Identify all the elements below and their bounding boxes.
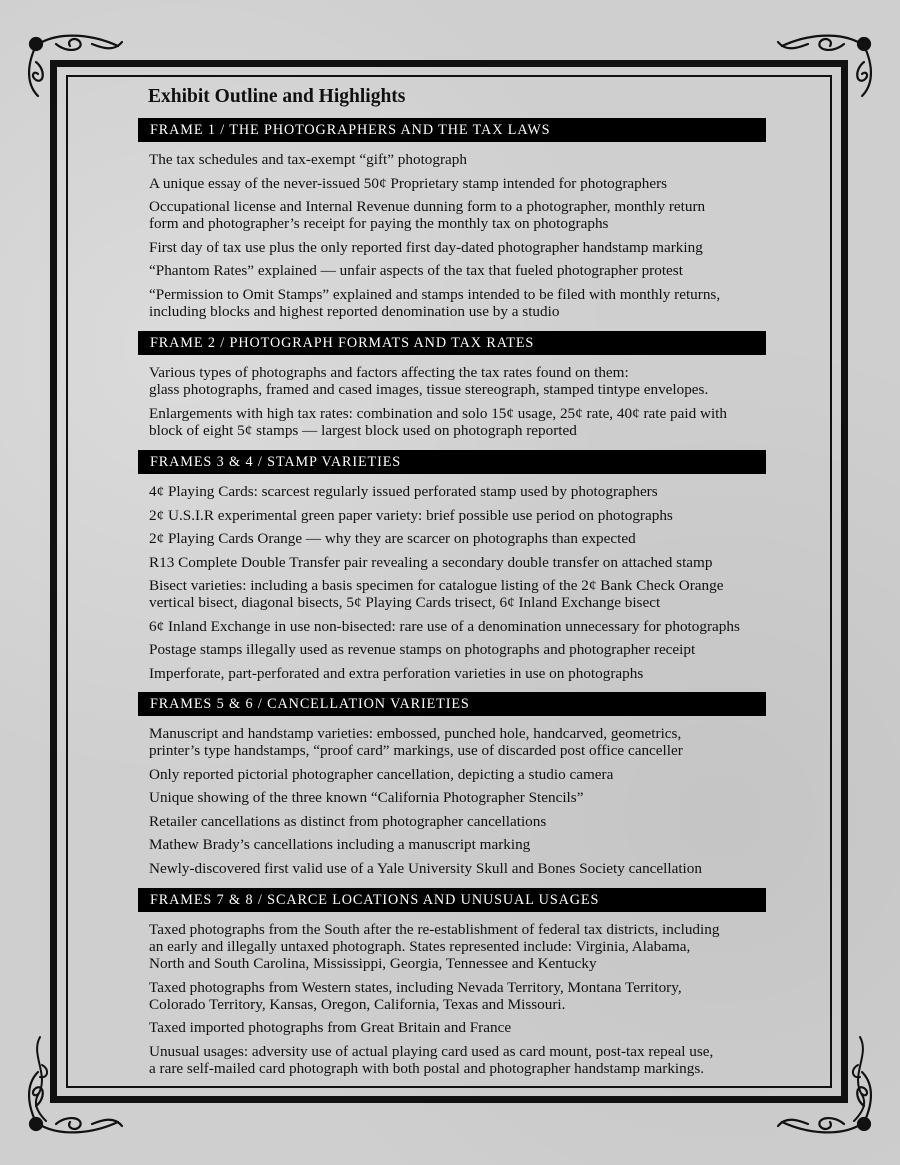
list-item: Newly-discovered first valid use of a Yale University Skull and Bones Society cancellation <box>149 859 702 877</box>
list-item: Imperforate, part-perforated and extra perforation varieties in use on photographs <box>149 664 644 682</box>
section-frame-1 <box>138 118 766 320</box>
section-frames-3-4 <box>138 450 766 682</box>
list-item: Taxed photographs from Western states, including Nevada Territory, Montana Territory, Colorado Territory, Kansas, Oregon, California, Texas and Missouri. <box>149 978 682 1013</box>
list-item: Only reported pictorial photographer cancellation, depicting a studio camera <box>149 765 614 783</box>
section-item-list <box>138 725 766 877</box>
side-flourish-icon <box>846 1035 874 1125</box>
list-item: Retailer cancellations as distinct from photographer cancellations <box>149 812 547 830</box>
list-item: The tax schedules and tax-exempt “gift” photograph <box>149 151 467 168</box>
list-item: Unique showing of the three known “California Photographer Stencils” <box>149 789 584 806</box>
list-item: Enlargements with high tax rates: combination and solo 15¢ usage, 25¢ rate, 40¢ rate paid with block of eight 5¢ stamps — largest block used on photograph reported <box>149 404 727 439</box>
list-item: Bisect varieties: including a basis specimen for catalogue listing of the 2¢ Bank Check Orange vertical bisect, diagonal bisects, 5¢ Playing Cards trisect, 6¢ Inland Exchange bisect <box>149 577 724 611</box>
corner-flourish-icon <box>22 30 132 100</box>
section-frames-5-6 <box>138 692 766 877</box>
section-item-list <box>138 483 766 682</box>
section-item-list <box>138 151 766 320</box>
list-item: Postage stamps illegally used as revenue stamps on photographs and photographer receipt <box>149 641 696 658</box>
list-item: 2¢ Playing Cards Orange — why they are scarcer on photographs than expected <box>149 530 636 547</box>
list-item: Unusual usages: adversity use of actual playing card used as card mount, post-tax repeal use, a rare self-mailed card photograph with both postal and photographer handstamp markings. <box>149 1042 714 1077</box>
list-item: “Permission to Omit Stamps” explained and stamps intended to be filed with monthly returns, including blocks and highest reported denomination use by a studio <box>149 285 721 320</box>
list-item: R13 Complete Double Transfer pair revealing a secondary double transfer on attached stamp <box>149 553 713 571</box>
side-flourish-icon <box>26 1035 54 1125</box>
list-item: Taxed photographs from the South after the re-establishment of federal tax districts, including an early and illegally untaxed photograph. States represented include: Virginia, Alabama, North and South Carolina, Mississippi, Georgia, Tennessee and Kentucky <box>149 921 720 972</box>
list-item: 4¢ Playing Cards: scarcest regularly issued perforated stamp used by photographers <box>149 483 658 500</box>
list-item: Occupational license and Internal Revenue dunning form to a photographer, monthly return form and photographer’s receipt for paying the monthly tax on photographs <box>149 198 706 232</box>
section-heading: FRAME 1 / THE PHOTOGRAPHERS AND THE TAX LAWS <box>138 118 766 142</box>
list-item: Taxed imported photographs from Great Britain and France <box>149 1019 512 1036</box>
section-frames-7-8 <box>138 888 766 1077</box>
list-item: A unique essay of the never-issued 50¢ Proprietary stamp intended for photographers <box>149 174 668 192</box>
list-item: Various types of photographs and factors affecting the tax rates found on them: glass photographs, framed and cased images, tissue stereograph, stamped tintype envelopes. <box>149 364 709 398</box>
list-item: Mathew Brady’s cancellations including a manuscript marking <box>149 836 531 853</box>
section-heading: FRAMES 7 & 8 / SCARCE LOCATIONS AND UNUSUAL USAGES <box>138 888 766 912</box>
list-item: Manuscript and handstamp varieties: embossed, punched hole, handcarved, geometrics, printer’s type handstamps, “proof card” markings, use of discarded post office canceller <box>149 725 683 759</box>
section-heading: FRAMES 3 & 4 / STAMP VARIETIES <box>138 450 766 474</box>
list-item: “Phantom Rates” explained — unfair aspects of the tax that fueled photographer protest <box>149 262 683 279</box>
list-item: First day of tax use plus the only reported first day-dated photographer handstamp marking <box>149 238 703 256</box>
section-item-list <box>138 921 766 1077</box>
list-item: 2¢ U.S.I.R experimental green paper variety: brief possible use period on photographs <box>149 506 673 524</box>
section-frame-2 <box>138 331 766 439</box>
section-item-list <box>138 364 766 439</box>
section-heading: FRAMES 5 & 6 / CANCELLATION VARIETIES <box>138 692 766 716</box>
corner-flourish-icon <box>768 30 878 100</box>
page-title: Exhibit Outline and Highlights <box>148 86 406 107</box>
list-item: 6¢ Inland Exchange in use non-bisected: rare use of a denomination unnecessary for photographs <box>149 617 740 635</box>
section-heading: FRAME 2 / PHOTOGRAPH FORMATS AND TAX RATES <box>138 331 766 355</box>
